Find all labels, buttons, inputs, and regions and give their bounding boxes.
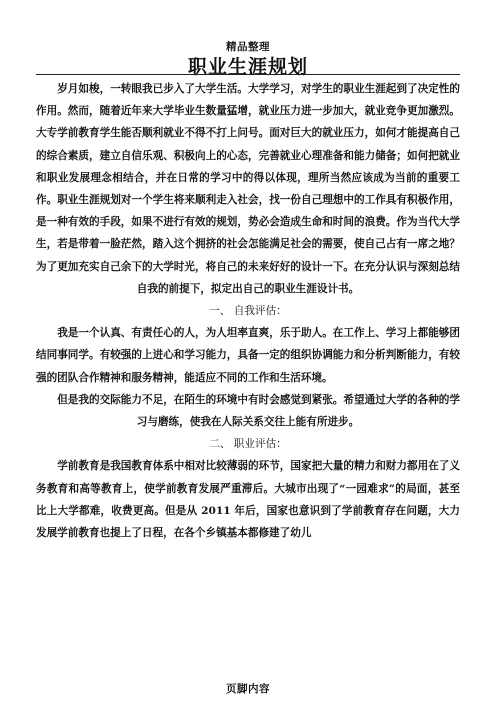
header-label: 精品整理 [226,41,270,53]
intro-paragraph: 岁月如梭，一转眼我已步入了大学生活。大学学习，对学生的职业生涯起到了决定性的作用。然而，随着近年来大学毕业生数量猛增，就业压力进一步加大，就业竞争更加激烈。大专学前教育学生能否顺利就业不得不打上问号。面对巨大的就业压力，如何才能提高自己的综合素质，建立自信乐观、积极向上的心态，完善就业心理准备和能力储备；如何把就业和职业发展理念相结合，并在日常的学习中的得以体现，理所当然应该成为当前的重要工作。职业生涯规划对一个学生将来顺利走入社会，找一份自己理想中的工作具有积极作用，是一种有效的手段，如果不进行有效的规划，势必会造成生命和时间的浪费。作为当代大学生，若是带着一脸茫然，踏入这个拥挤的社会怎能满足社会的需要，使自己占有一席之地？为了更加充实自己余下的大学时光，将自己的未来好好的设计一下。在充分认识与深刻总结自我的前提下，拟定出自己的职业生涯设计书。 [36,83,460,295]
section-heading-self-assessment: 一、 自我评估： [209,305,287,318]
section-heading-career-assessment: 二、 职业评估： [209,438,287,451]
self-assessment-paragraph-1: 我是一个认真、有责任心的人，为人坦率直爽，乐于助人。在工作上、学习上都能够团结同事同学。有较强的上进心和学习能力，具备一定的组织协调能力和分析判断能力，有较强的团队合作精神和服务精神，能适应不同的工作和生活环境。 [36,327,460,384]
title-divider [36,74,460,75]
footer-label: 页脚内容 [226,683,270,695]
document-title: 职业生涯规划 [187,56,308,78]
document-body [36,78,460,544]
career-assessment-paragraph-1: 学前教育是我国教育体系中相对比较薄弱的环节，国家把大量的精力和财力都用在了义务教育和高等教育上，使学前教育发展严重滞后。大城市出现了“一园难求”的局面，甚至比上大学都难，收费更高。但是从 2011 年后，国家也意识到了学前教育存在问题，大力发展学前教育也提上了日程，在各个乡镇基本都修建了幼儿 [36,460,460,540]
self-assessment-paragraph-2: 但是我的交际能力不足，在陌生的环境中有时会感觉到紧张。希望通过大学的各种的学习与磨练，使我在人际关系交往上能有所进步。 [57,393,460,429]
